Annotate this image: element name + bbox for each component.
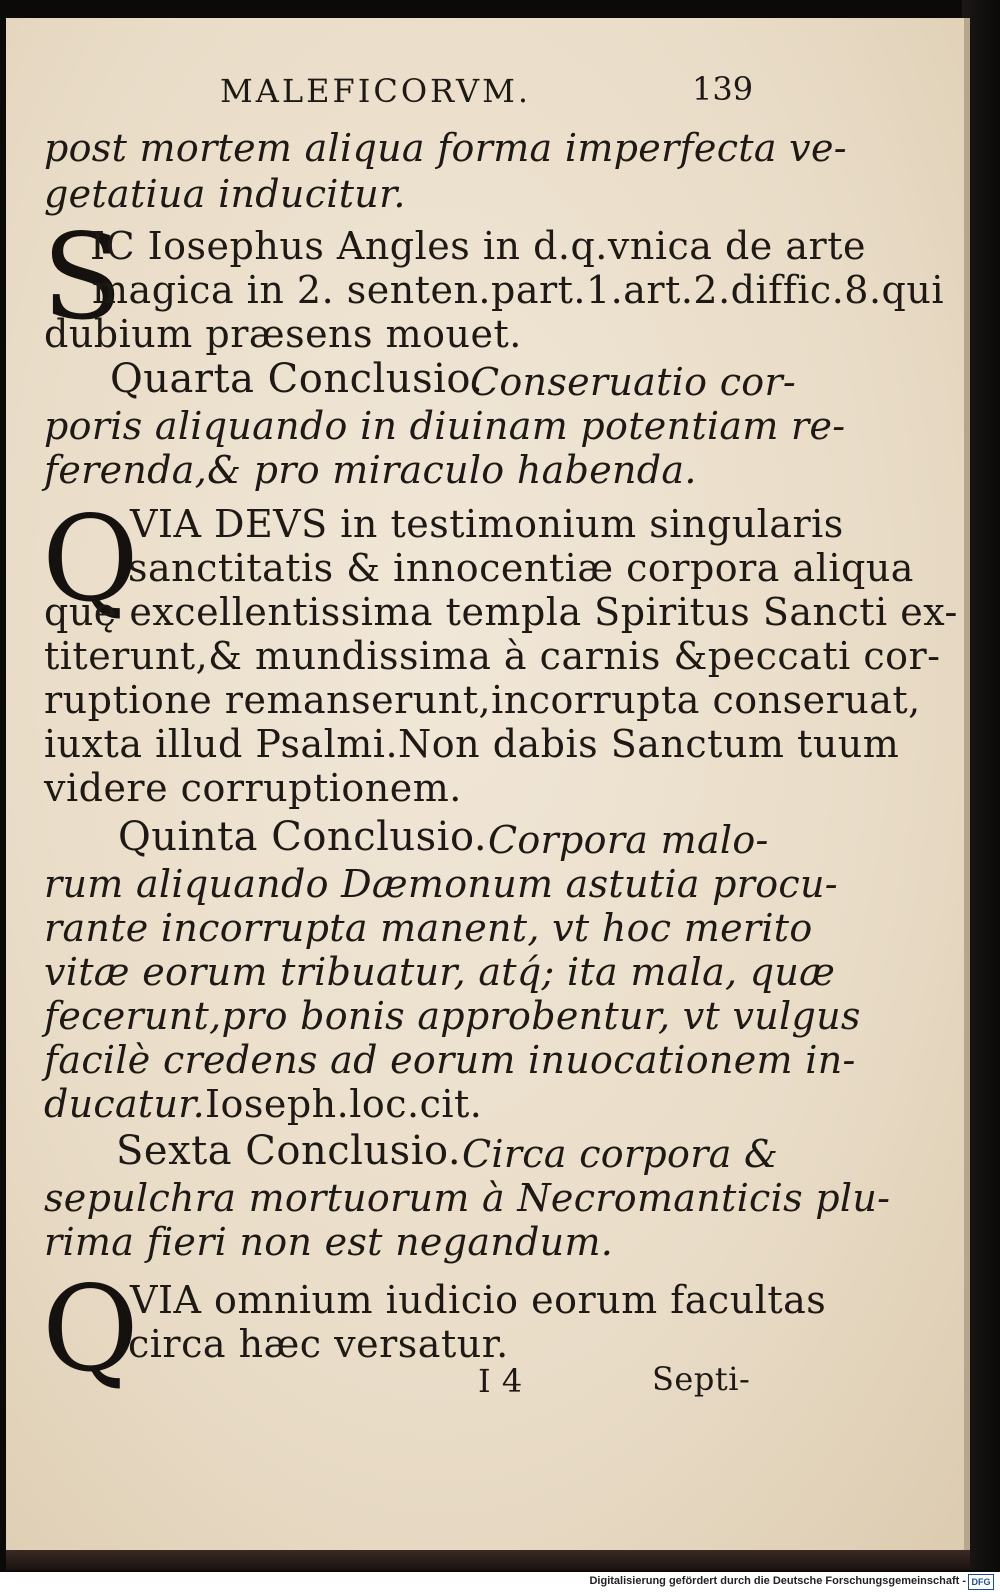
text-line: circa hæc versatur. <box>128 1322 509 1366</box>
signature-mark: I 4 <box>478 1362 523 1400</box>
text-line: videre corruptionem. <box>44 766 462 810</box>
text-line: ferenda,& pro miraculo habenda. <box>44 448 697 492</box>
text-line: ruptione remanserunt,incorrupta conseruat, <box>44 678 921 722</box>
dfg-logo: DFG <box>968 1574 994 1590</box>
text-line: sepulchra mortuorum à Necromanticis plu- <box>44 1176 891 1220</box>
text-line: rum aliquando Dæmonum astutia procu- <box>44 862 838 906</box>
text-line: magica in 2. senten.part.1.art.2.diffic.8.qui <box>92 268 945 312</box>
drop-cap-initial: Q <box>42 490 139 628</box>
text-line: dubium præsens mouet. <box>44 312 522 356</box>
catchword: Septi- <box>652 1360 751 1398</box>
running-title: MALEFICORVM. <box>220 72 532 110</box>
text-line: sanctitatis & innocentiæ corpora aliqua <box>128 546 914 590</box>
page-number: 139 <box>692 70 754 108</box>
conclusion-heading: Quinta Conclusio. <box>118 814 488 860</box>
page-bottom-shadow <box>6 1550 970 1570</box>
text-line: vitæ eorum tribuatur, atq́; ita mala, quæ <box>44 950 836 994</box>
citation-text: Ioseph.loc.cit. <box>204 1082 483 1126</box>
text-line: IC Iosephus Angles in d.q.vnica de arte <box>90 224 866 268</box>
text-line: titerunt,& mundissima à carnis &peccati cor- <box>44 634 941 678</box>
text-line: quę excellentissima templa Spiritus Sancti ex- <box>44 590 958 634</box>
text-line: getatiua inducitur. <box>44 172 406 216</box>
text-line <box>44 1082 482 1126</box>
text-line: Circa corpora & <box>462 1132 779 1176</box>
text-line: rante incorrupta manent, vt hoc merito <box>44 906 813 950</box>
text-line: VIA DEVS in testimonium singularis <box>130 502 844 546</box>
text-line: facilè credens ad eorum inuocationem in- <box>44 1038 856 1082</box>
credit-text: Digitalisierung gefördert durch die Deutsche Forschungsgemeinschaft - <box>589 1575 966 1587</box>
drop-cap-initial: Q <box>42 1260 139 1398</box>
conclusion-heading: Sexta Conclusio. <box>116 1128 462 1174</box>
text-line: Conseruatio cor- <box>470 360 797 404</box>
text-italic-fragment: ducatur. <box>44 1082 205 1126</box>
text-line: poris aliquando in diuinam potentiam re- <box>44 404 846 448</box>
text-line: Corpora malo- <box>488 818 769 862</box>
text-line: fecerunt,pro bonis approbentur, vt vulgus <box>44 994 861 1038</box>
text-line: VIA omnium iudicio eorum facultas <box>130 1278 827 1322</box>
text-line: post mortem aliqua forma imperfecta ve- <box>44 126 847 170</box>
text-line: rima fieri non est negandum. <box>44 1220 614 1264</box>
text-line: iuxta illud Psalmi.Non dabis Sanctum tuum <box>44 722 900 766</box>
drop-cap-initial: S <box>42 208 123 346</box>
conclusion-heading: Quarta Conclusio. <box>110 356 484 402</box>
